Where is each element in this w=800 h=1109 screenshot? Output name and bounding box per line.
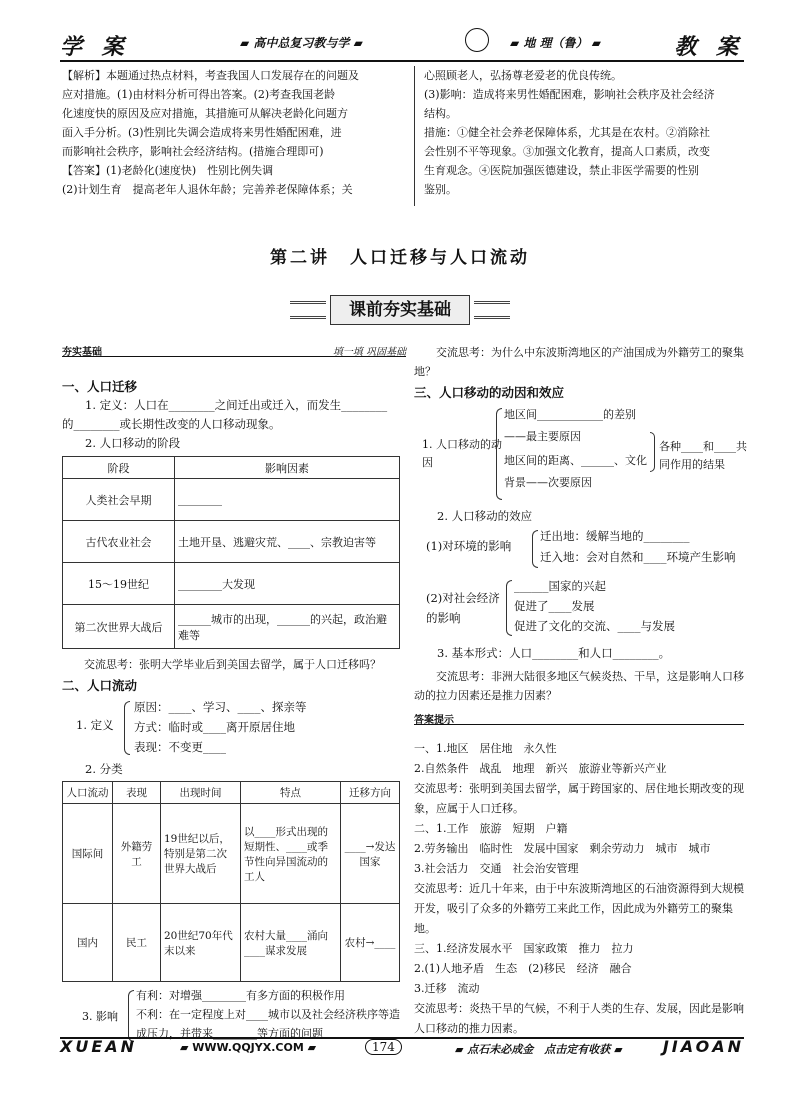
- cause-result: 各种____和____共同作用的结果: [659, 440, 747, 471]
- table-header: 影响因素: [175, 457, 400, 479]
- list-item: 迁入地：会对自然和____环境产生影响: [540, 550, 736, 564]
- soc-label: (2)对社会经济的影响: [426, 591, 500, 625]
- text-line: (3)影响：造成将来男性婚配困难，影响社会秩序及社会经济: [424, 88, 715, 101]
- think-question: 交流思考：为什么中东波斯湾地区的产油国成为外籍劳工的聚集地？: [414, 346, 744, 378]
- table-cell: 人类社会早期: [63, 479, 175, 521]
- table-cell: 国内: [63, 904, 113, 982]
- brace-icon: [128, 990, 134, 1042]
- list-item: 促进了文化的交流、____与发展: [514, 619, 675, 633]
- banner-ornament-left: [290, 301, 326, 319]
- text-line: 【解析】本题通过热点材料，考查我国人口发展存在的问题及: [62, 69, 359, 82]
- answer-tag: 答案提示: [414, 715, 454, 726]
- stage-table: [62, 456, 400, 649]
- header-subject: ▰ 地 理（鲁） ▰: [510, 36, 601, 50]
- list-item: 原因：____、学习、____、探亲等: [134, 700, 307, 714]
- table-header: 人口流动: [63, 782, 113, 804]
- table-cell: 19世纪以后，特别是第二次世界大战后: [161, 804, 241, 904]
- effect-items: [136, 986, 404, 1043]
- lecture-title: 第二讲 人口迁移与人口流动: [270, 248, 530, 268]
- answer-line: 交流思考：张明到美国去留学，属于跨国家的、居住地长期改变的现象，应属于人口迁移。: [414, 782, 744, 815]
- classification-table: [62, 781, 400, 982]
- effect-title: 2. 人口移动的效应: [437, 509, 533, 523]
- answer-line: 3.社会活力 交通 社会治安管理: [414, 862, 579, 875]
- env-effects: [414, 526, 744, 572]
- prev-answer-right: [424, 66, 744, 199]
- answer-line: 一、1.地区 居住地 永久性: [414, 742, 557, 755]
- list-item: 迁出地：缓解当地的________: [540, 529, 690, 543]
- footer-xuean: XUEAN: [60, 1037, 138, 1056]
- text-line: 而影响社会秩序，影响社会经济结构。(措施合理即可): [62, 145, 324, 158]
- table-header: 阶段: [63, 457, 175, 479]
- table-header: 迁移方向: [341, 782, 400, 804]
- flow-def-label: 1. 定义: [76, 718, 114, 732]
- table-cell: 第二次世界大战后: [63, 605, 175, 649]
- table-cell: ____→发达国家: [341, 804, 400, 904]
- flow-def-items: [134, 697, 307, 757]
- text-line: 结构。: [424, 107, 457, 120]
- answer-line: 2.劳务输出 临时性 发展中国家 剩余劳动力 城市 城市: [414, 842, 711, 855]
- table-cell: 以____形式出现的短期性、____或季节性向异国流动的工人: [241, 804, 341, 904]
- text-line: 应对措施。(1)由材料分析可得出答案。(2)考查我国老龄: [62, 88, 336, 101]
- table-cell: 农村大量____涌向____谋求发展: [241, 904, 341, 982]
- left-column: [62, 343, 406, 1048]
- section-banner: [290, 295, 510, 327]
- answer-line: 二、1.工作 旅游 短期 户籍: [414, 822, 568, 835]
- header-rule: [60, 60, 744, 62]
- table-cell: 20世纪70年代末以来: [161, 904, 241, 982]
- table-header: 特点: [241, 782, 341, 804]
- text-line: (2)计划生育 提高老年人退休年龄；完善养老保障体系；关: [62, 183, 353, 196]
- table-cell: 15～19世纪: [63, 563, 175, 605]
- class-title: 2. 分类: [85, 762, 123, 776]
- list-item: 不利：在一定程度上对____城市以及社会经济秩序等造成压力，并带来________等方面的问题: [136, 1008, 400, 1040]
- text-line: 生育观念。④医院加强医德建设，禁止非医学需要的性别: [424, 164, 699, 177]
- definition-line: 的________或长期性改变的人口移动现象。: [62, 417, 281, 431]
- brace-icon: [532, 530, 538, 568]
- answer-line: 三、1.经济发展水平 国家政策 推力 拉力: [414, 942, 634, 955]
- answer-tag-bar: [414, 711, 744, 725]
- env-label: (1)对环境的影响: [426, 539, 512, 553]
- page-footer: [60, 1037, 744, 1059]
- banner-label: 课前夯实基础: [330, 295, 470, 325]
- cause-label: 1. 人口移动的动因: [422, 438, 502, 469]
- table-header: 表现: [113, 782, 161, 804]
- list-item: 表现：不变更____: [134, 740, 226, 754]
- list-item: ______国家的兴起: [514, 579, 606, 593]
- table-cell: 农村→____: [341, 904, 400, 982]
- banner-ornament-right: [474, 301, 510, 319]
- stage-title: 2. 人口移动的阶段: [85, 436, 181, 450]
- soc-items: [514, 576, 675, 636]
- brace-icon: [496, 408, 502, 500]
- env-items: [540, 526, 736, 568]
- heading-causes: 三、人口移动的动因和效应: [414, 385, 565, 400]
- text-line: 心照顾老人，弘扬尊老爱老的优良传统。: [424, 69, 622, 82]
- text-line: 面入手分析。(3)性别比失调会造成将来男性婚配困难，进: [62, 126, 342, 139]
- table-cell: 土地开垦、逃避灾荒、____、宗教迫害等: [175, 521, 400, 563]
- footer-jiaoan: JIAOAN: [662, 1037, 744, 1056]
- text-line: 【答案】(1)老龄化(速度快) 性别比例失调: [62, 164, 274, 177]
- basic-forms: 3. 基本形式：人口________和人口________。: [437, 646, 671, 660]
- effect-label: 3. 影响: [82, 1010, 118, 1023]
- text-line: 措施：①健全社会养老保障体系，尤其是在农村。②消除社: [424, 126, 710, 139]
- page-number: 174: [365, 1039, 402, 1055]
- section-tag: 夯实基础: [62, 347, 102, 358]
- think-question: 交流思考：非洲大陆很多地区气候炎热、干旱，这是影响人口移动的拉力因素还是推力因素？: [414, 670, 744, 702]
- prev-answer-left: [62, 66, 406, 199]
- heading-migration: 一、人口迁移: [62, 379, 138, 394]
- social-effects: [414, 576, 744, 640]
- footer-slogan: ▰ 点石未必成金 点击定有收获 ▰: [455, 1043, 623, 1056]
- think-question: 交流思考：张明大学毕业后到美国去留学，属于人口迁移吗？: [84, 658, 381, 671]
- publisher-logo-icon: [465, 28, 489, 52]
- right-column: [414, 343, 747, 1039]
- header-series: ▰ 高中总复习教与学 ▰: [240, 36, 363, 50]
- section-tag-right: 填一填 巩固基础: [332, 347, 406, 358]
- brace-icon: [506, 580, 512, 636]
- section-tag-bar: [62, 343, 406, 357]
- text-line: 鉴别。: [424, 183, 457, 196]
- text-line: 会性别不平等现象。③加强文化教育，提高人口素质，改变: [424, 145, 710, 158]
- definition-line: 1. 定义：人口在________之间迁出或迁入，而发生________: [85, 398, 388, 412]
- table-cell: 古代农业社会: [63, 521, 175, 563]
- answer-line: 3.迁移 流动: [414, 982, 480, 995]
- brace-icon: [124, 701, 130, 755]
- answer-line: 交流思考：近几十年来，由于中东波斯湾地区的石油资源得到大规模开发，吸引了众多的外籍劳工来此工作，因此成为外籍劳工的聚集地。: [414, 882, 744, 935]
- table-cell: 外籍劳工: [113, 804, 161, 904]
- column-divider: [414, 66, 415, 206]
- answer-line: 2.自然条件 战乱 地理 新兴 旅游业等新兴产业: [414, 762, 667, 775]
- list-item: 方式：临时或____离开原居住地: [134, 720, 295, 734]
- table-header: 出现时间: [161, 782, 241, 804]
- flow-definition: [62, 697, 406, 759]
- table-cell: ______城市的出现，______的兴起，政治避难等: [175, 605, 400, 649]
- heading-flow: 二、人口流动: [62, 678, 138, 693]
- page-header: [60, 24, 744, 58]
- list-item: 地区间的距离、______、文化背景——次要原因: [504, 454, 647, 489]
- brace-icon: [650, 432, 655, 472]
- list-item: 地区间____________的差别——最主要原因: [504, 408, 636, 443]
- cause-items: [504, 404, 654, 494]
- answer-key: [414, 739, 744, 1039]
- header-xuean: 学 案: [60, 35, 130, 60]
- table-cell: ________: [175, 479, 400, 521]
- table-cell: ________大发现: [175, 563, 400, 605]
- footer-url: ▰ WWW.QQJYX.COM ▰: [180, 1041, 317, 1054]
- answer-line: 交流思考：炎热干旱的气候，不利于人类的生存、发展，因此是影响人口移动的推力因素。: [414, 1002, 744, 1035]
- text-line: 化速度快的原因及应对措施，其措施可从解决老龄化问题方: [62, 107, 348, 120]
- answer-line: 2.(1)人地矛盾 生态 (2)移民 经济 融合: [414, 962, 632, 975]
- header-jiaoan: 教 案: [674, 35, 744, 60]
- table-cell: 国际间: [63, 804, 113, 904]
- table-cell: 民工: [113, 904, 161, 982]
- list-item: 促进了____发展: [514, 599, 595, 613]
- list-item: 有利：对增强________有多方面的积极作用: [136, 989, 345, 1002]
- migration-causes: [414, 404, 747, 504]
